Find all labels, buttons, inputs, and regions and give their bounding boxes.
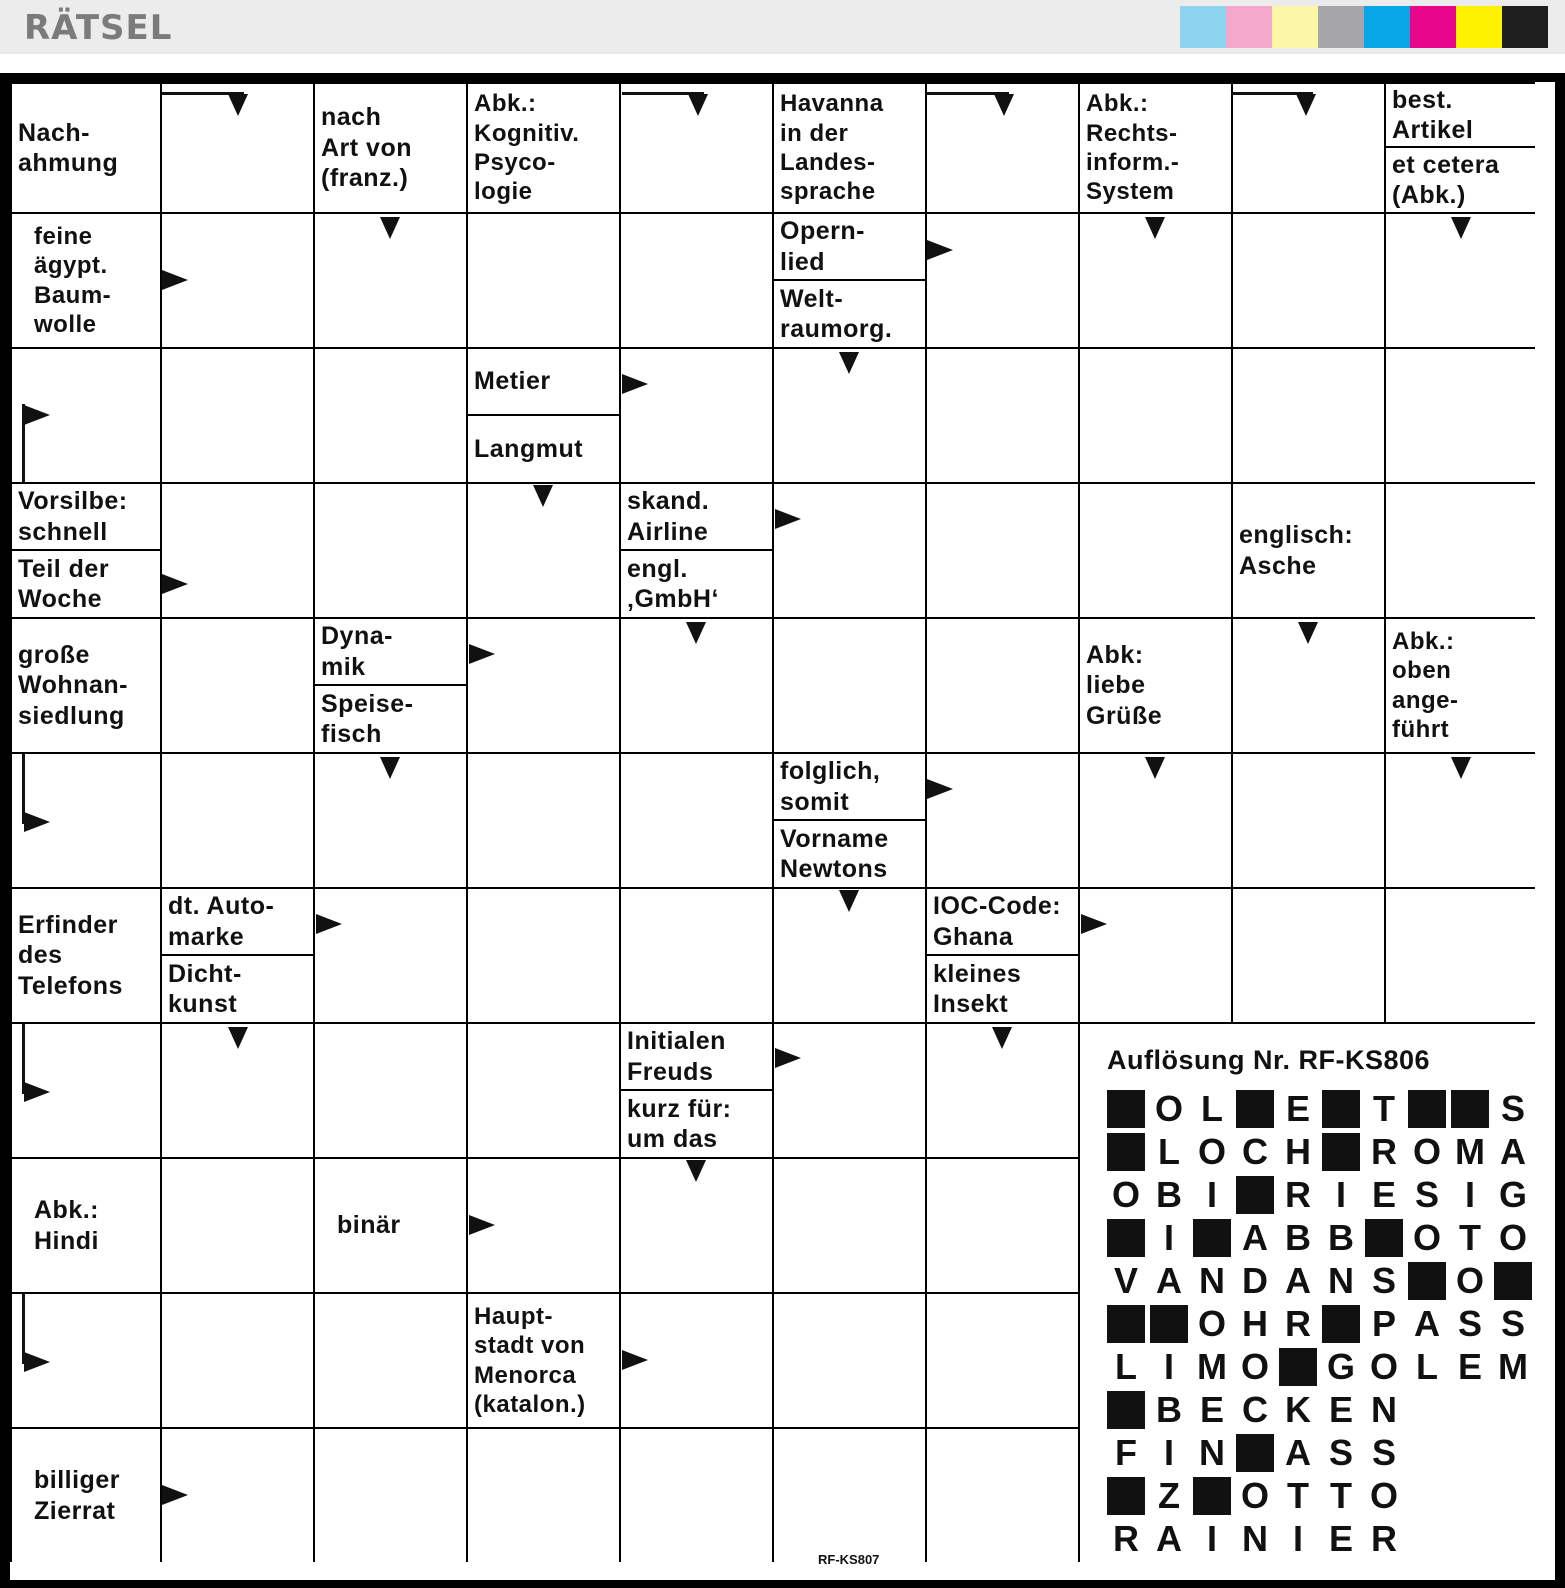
grid-cell[interactable]: [466, 887, 619, 1022]
grid-cell[interactable]: [925, 1157, 1078, 1292]
arrow-down-icon: [533, 485, 553, 507]
arrow-right-icon: [1081, 914, 1107, 934]
clue-ioc: IOC-Code: Ghana: [927, 889, 1078, 956]
grid-cell[interactable]: [466, 1427, 619, 1562]
grid-cell[interactable]: [772, 482, 925, 617]
solution-letter: R: [1371, 1131, 1397, 1172]
grid-cell[interactable]: [1384, 887, 1535, 1022]
arrow-right-icon: [24, 1352, 50, 1372]
solution-row: [1107, 1391, 1555, 1434]
solution-block: [1150, 1305, 1188, 1343]
clue-rechts: Abk.: Rechts- inform.- System: [1086, 90, 1180, 206]
solution-letter: A: [1500, 1131, 1526, 1172]
arrow-down-icon: [839, 352, 859, 374]
grid-cell[interactable]: [925, 347, 1078, 482]
solution-letter: S: [1457, 1303, 1482, 1344]
solution-letter: B: [1328, 1217, 1354, 1258]
solution-letter: P: [1371, 1303, 1396, 1344]
solution-letter: N: [1242, 1518, 1268, 1559]
grid-cell[interactable]: [772, 1022, 925, 1157]
grid-cell[interactable]: [160, 1292, 313, 1427]
swatch: [1502, 6, 1548, 48]
solution-letter: I: [1163, 1217, 1174, 1258]
grid-cell[interactable]: [1078, 347, 1231, 482]
grid-cell[interactable]: [1231, 212, 1384, 347]
solution-panel: [1095, 1045, 1555, 1563]
arrow-right-icon: [316, 914, 342, 934]
solution-letter: I: [1206, 1518, 1217, 1559]
solution-letter: I: [1464, 1174, 1475, 1215]
solution-letter: F: [1115, 1432, 1137, 1473]
clue-speisefisch: Speise- fisch: [321, 689, 414, 748]
swatch: [1364, 6, 1410, 48]
arrow-right-icon: [927, 779, 953, 799]
arrow-right-icon: [775, 1048, 801, 1068]
solution-letter: R: [1285, 1303, 1311, 1344]
grid-cell[interactable]: [925, 212, 1078, 347]
arrow-right-icon: [162, 270, 188, 290]
page-title: RÄTSEL: [24, 8, 173, 48]
clue-hauptstadt: Haupt- stadt von Menorca (katalon.): [474, 1302, 586, 1418]
solution-block: [1365, 1219, 1403, 1257]
solution-letter: O: [1498, 1217, 1527, 1258]
solution-letter: S: [1371, 1432, 1396, 1473]
grid-cell[interactable]: [160, 347, 313, 482]
solution-letter: O: [1197, 1131, 1226, 1172]
arrow-stem: [927, 92, 1009, 95]
arrow-down-icon: [992, 1027, 1012, 1049]
grid-cell[interactable]: [466, 1022, 619, 1157]
arrow-right-icon: [469, 1215, 495, 1235]
clue-folglich: folglich, somit: [774, 754, 925, 821]
solution-letter: B: [1156, 1389, 1182, 1430]
grid-cell[interactable]: [160, 617, 313, 752]
arrow-down-icon: [1298, 622, 1318, 644]
clue-vorname-newton: Vorname Newtons: [780, 824, 889, 883]
arrow-right-icon: [162, 574, 188, 594]
solution-letter: O: [1412, 1217, 1441, 1258]
arrow-down-icon: [839, 890, 859, 912]
clue-insekt: kleines Insekt: [933, 959, 1022, 1018]
solution-block: [1279, 1348, 1317, 1386]
solution-letter: A: [1414, 1303, 1440, 1344]
clue-langmut: Langmut: [474, 434, 584, 463]
clue-liebe-gruesse: Abk: liebe Grüße: [1086, 640, 1163, 730]
solution-letter: C: [1242, 1131, 1268, 1172]
solution-letter: A: [1285, 1260, 1311, 1301]
solution-letter: B: [1156, 1174, 1182, 1215]
arrow-down-icon: [1145, 757, 1165, 779]
solution-block: [1408, 1090, 1446, 1128]
arrow-down-icon: [1145, 217, 1165, 239]
solution-letter: V: [1113, 1260, 1138, 1301]
solution-letter: I: [1335, 1174, 1346, 1215]
solution-letter: O: [1455, 1260, 1484, 1301]
grid-cell[interactable]: [466, 752, 619, 887]
solution-letter: T: [1373, 1088, 1395, 1129]
solution-letter: S: [1328, 1432, 1353, 1473]
solution-row: [1107, 1176, 1555, 1219]
arrow-down-icon: [380, 757, 400, 779]
arrow-stem: [22, 404, 25, 482]
arrow-down-icon: [688, 94, 708, 116]
solution-row: [1107, 1262, 1555, 1305]
solution-row: [1107, 1305, 1555, 1348]
clue-automarke: dt. Auto- marke: [162, 889, 313, 956]
solution-row: [1107, 1219, 1555, 1262]
solution-block: [1408, 1262, 1446, 1300]
grid-cell[interactable]: [313, 347, 466, 482]
clue-erfinder: Erfinder des Telefons: [18, 910, 123, 1000]
solution-letter: I: [1292, 1518, 1303, 1559]
clue-binaer: binär: [337, 1211, 401, 1240]
grid-cell[interactable]: [1231, 347, 1384, 482]
solution-row: [1107, 1348, 1555, 1391]
solution-letter: L: [1416, 1346, 1438, 1387]
solution-letter: M: [1197, 1346, 1227, 1387]
solution-row: [1107, 1133, 1555, 1176]
solution-block: [1322, 1090, 1360, 1128]
arrow-right-icon: [24, 812, 50, 832]
solution-letter: A: [1156, 1260, 1182, 1301]
solution-block: [1107, 1477, 1145, 1515]
solution-letter: E: [1328, 1518, 1353, 1559]
solution-block: [1107, 1133, 1145, 1171]
arrow-right-icon: [24, 1082, 50, 1102]
grid-cell[interactable]: [313, 887, 466, 1022]
solution-row: [1107, 1434, 1555, 1477]
solution-block: [1107, 1391, 1145, 1429]
solution-letter: T: [1287, 1475, 1309, 1516]
solution-letter: R: [1113, 1518, 1139, 1559]
clue-havanna: Havanna in der Landes- sprache: [780, 90, 884, 206]
grid-cell[interactable]: [1078, 482, 1231, 617]
solution-block: [1236, 1434, 1274, 1472]
arrow-down-icon: [686, 1160, 706, 1182]
arrow-down-icon: [1451, 217, 1471, 239]
swatch: [1226, 6, 1272, 48]
solution-letter: O: [1412, 1131, 1441, 1172]
swatch: [1180, 6, 1226, 48]
arrow-down-icon: [228, 94, 248, 116]
arrow-right-icon: [162, 1485, 188, 1505]
clue-oben: Abk.: oben ange- führt: [1392, 627, 1459, 743]
solution-letter: Z: [1158, 1475, 1180, 1516]
solution-title: Auflösung Nr. RF-KS806: [1107, 1045, 1431, 1075]
solution-block: [1193, 1477, 1231, 1515]
solution-letter: S: [1500, 1303, 1525, 1344]
arrow-right-icon: [24, 405, 50, 425]
solution-letter: N: [1328, 1260, 1354, 1301]
grid-cell[interactable]: [772, 617, 925, 752]
grid-cell[interactable]: [1231, 752, 1384, 887]
arrow-down-icon: [686, 622, 706, 644]
grid-cell[interactable]: [160, 482, 313, 617]
solution-letter: O: [1240, 1346, 1269, 1387]
solution-letter: E: [1328, 1389, 1353, 1430]
solution-letter: G: [1498, 1174, 1527, 1215]
grid-cell[interactable]: [466, 617, 619, 752]
solution-row: [1107, 1477, 1555, 1520]
swatch: [1410, 6, 1456, 48]
solution-letter: R: [1371, 1518, 1397, 1559]
solution-letter: T: [1459, 1217, 1481, 1258]
clue-feine: feine ägypt. Baum- wolle: [34, 222, 112, 338]
clue-et-cetera: et cetera (Abk.): [1392, 150, 1500, 209]
arrow-stem: [22, 1024, 25, 1094]
solution-letter: O: [1154, 1088, 1183, 1129]
arrow-right-icon: [775, 509, 801, 529]
solution-block: [1107, 1219, 1145, 1257]
solution-letter: S: [1414, 1174, 1439, 1215]
solution-letter: M: [1498, 1346, 1528, 1387]
solution-letter: N: [1371, 1389, 1397, 1430]
solution-grid: [1095, 1090, 1555, 1563]
grid-cell[interactable]: [1078, 887, 1231, 1022]
solution-letter: R: [1285, 1174, 1311, 1215]
arrow-down-icon: [1451, 757, 1471, 779]
solution-letter: T: [1330, 1475, 1352, 1516]
solution-block: [1107, 1305, 1145, 1343]
clue-engl-gmbh: engl. ‚GmbH‘: [627, 554, 719, 613]
solution-letter: N: [1199, 1260, 1225, 1301]
arrow-down-icon: [994, 94, 1014, 116]
solution-letter: C: [1242, 1389, 1268, 1430]
grid-cell[interactable]: [1384, 347, 1535, 482]
arrow-stem: [622, 92, 704, 95]
clue-vorsilbe: Vorsilbe: schnell: [12, 484, 160, 551]
solution-letter: L: [1115, 1346, 1137, 1387]
solution-block: [1236, 1090, 1274, 1128]
clue-weltraum: Welt- raumorg.: [780, 284, 893, 343]
grid-cell[interactable]: [160, 752, 313, 887]
header-bar: [0, 0, 1565, 54]
swatch: [1456, 6, 1502, 48]
solution-letter: E: [1457, 1346, 1482, 1387]
solution-letter: L: [1158, 1131, 1180, 1172]
clue-skand: skand. Airline: [621, 484, 772, 551]
clue-englisch-asche: englisch: Asche: [1239, 521, 1354, 580]
grid-cell[interactable]: [1231, 887, 1384, 1022]
solution-letter: B: [1285, 1217, 1311, 1258]
swatch: [1318, 6, 1364, 48]
grid-cell[interactable]: [619, 887, 772, 1022]
clue-nach-art: nach Art von (franz.): [321, 103, 412, 193]
grid-cell[interactable]: [313, 482, 466, 617]
arrow-down-icon: [380, 217, 400, 239]
grid-cell[interactable]: [1384, 482, 1535, 617]
arrow-right-icon: [622, 1350, 648, 1370]
grid-cell[interactable]: [925, 482, 1078, 617]
solution-letter: E: [1371, 1174, 1396, 1215]
clue-kognitiv: Abk.: Kognitiv. Psyco- logie: [474, 90, 580, 206]
solution-letter: O: [1369, 1346, 1398, 1387]
clue-metier: Metier: [468, 349, 619, 416]
clue-dichtkunst: Dicht- kunst: [168, 959, 242, 1018]
solution-letter: E: [1285, 1088, 1310, 1129]
solution-letter: K: [1285, 1389, 1311, 1430]
clue-initialen: Initialen Freuds: [621, 1024, 772, 1091]
grid-cell[interactable]: [925, 1292, 1078, 1427]
solution-block: [1236, 1176, 1274, 1214]
arrow-down-icon: [228, 1027, 248, 1049]
clue-kurz: kurz für: um das: [627, 1094, 732, 1153]
color-swatches: [1180, 6, 1548, 48]
solution-letter: N: [1199, 1432, 1225, 1473]
clue-hindi: Abk.: Hindi: [34, 1196, 99, 1255]
solution-block: [1193, 1219, 1231, 1257]
arrow-right-icon: [927, 240, 953, 260]
solution-letter: M: [1455, 1131, 1485, 1172]
grid-cell[interactable]: [925, 617, 1078, 752]
solution-letter: H: [1242, 1303, 1268, 1344]
solution-letter: O: [1111, 1174, 1140, 1215]
grid-cell[interactable]: [772, 1157, 925, 1292]
grid-cell[interactable]: [466, 212, 619, 347]
arrow-stem: [22, 754, 25, 824]
grid-cell[interactable]: [925, 752, 1078, 887]
arrow-stem: [162, 92, 244, 95]
solution-letter: I: [1163, 1346, 1174, 1387]
clue-dynamik: Dyna- mik: [315, 619, 466, 686]
solution-block: [1494, 1262, 1532, 1300]
grid-cell[interactable]: [925, 1427, 1078, 1562]
grid-cell[interactable]: [772, 1427, 925, 1562]
clue-teil-woche: Teil der Woche: [18, 554, 110, 613]
solution-letter: I: [1163, 1432, 1174, 1473]
swatch: [1272, 6, 1318, 48]
solution-block: [1107, 1090, 1145, 1128]
solution-block: [1451, 1090, 1489, 1128]
solution-letter: O: [1369, 1475, 1398, 1516]
solution-block: [1322, 1305, 1360, 1343]
solution-letter: L: [1201, 1088, 1223, 1129]
arrow-stem: [1231, 92, 1313, 95]
solution-letter: E: [1199, 1389, 1224, 1430]
solution-letter: I: [1206, 1174, 1217, 1215]
solution-letter: O: [1240, 1475, 1269, 1516]
grid-cell[interactable]: [772, 1292, 925, 1427]
solution-letter: H: [1285, 1131, 1311, 1172]
solution-row: [1107, 1090, 1555, 1133]
grid-cell[interactable]: [313, 1427, 466, 1562]
clue-billiger: billiger Zierrat: [34, 1466, 120, 1525]
clue-opernlied: Opern- lied: [774, 214, 925, 281]
solution-row: [1107, 1520, 1555, 1563]
solution-letter: D: [1242, 1260, 1268, 1301]
grid-cell[interactable]: [313, 1292, 466, 1427]
grid-cell[interactable]: [619, 347, 772, 482]
solution-letter: A: [1242, 1217, 1268, 1258]
arrow-down-icon: [1296, 94, 1316, 116]
grid-cell[interactable]: [313, 1022, 466, 1157]
solution-letter: A: [1285, 1432, 1311, 1473]
puzzle-code: RF-KS807: [818, 1552, 880, 1567]
solution-letter: S: [1371, 1260, 1396, 1301]
clue-best-artikel: best. Artikel: [1386, 84, 1535, 148]
solution-letter: A: [1156, 1518, 1182, 1559]
arrow-right-icon: [469, 644, 495, 664]
grid-cell[interactable]: [619, 752, 772, 887]
clue-nachahmung: Nach- ahmung: [18, 118, 119, 177]
grid-cell[interactable]: [619, 1427, 772, 1562]
solution-block: [1322, 1133, 1360, 1171]
solution-letter: G: [1326, 1346, 1355, 1387]
grid-cell[interactable]: [160, 1157, 313, 1292]
solution-letter: S: [1500, 1088, 1525, 1129]
arrow-right-icon: [622, 374, 648, 394]
solution-letter: O: [1197, 1303, 1226, 1344]
clue-grosse: große Wohnan- siedlung: [18, 640, 128, 730]
grid-cell[interactable]: [619, 212, 772, 347]
arrow-stem: [22, 1294, 25, 1364]
